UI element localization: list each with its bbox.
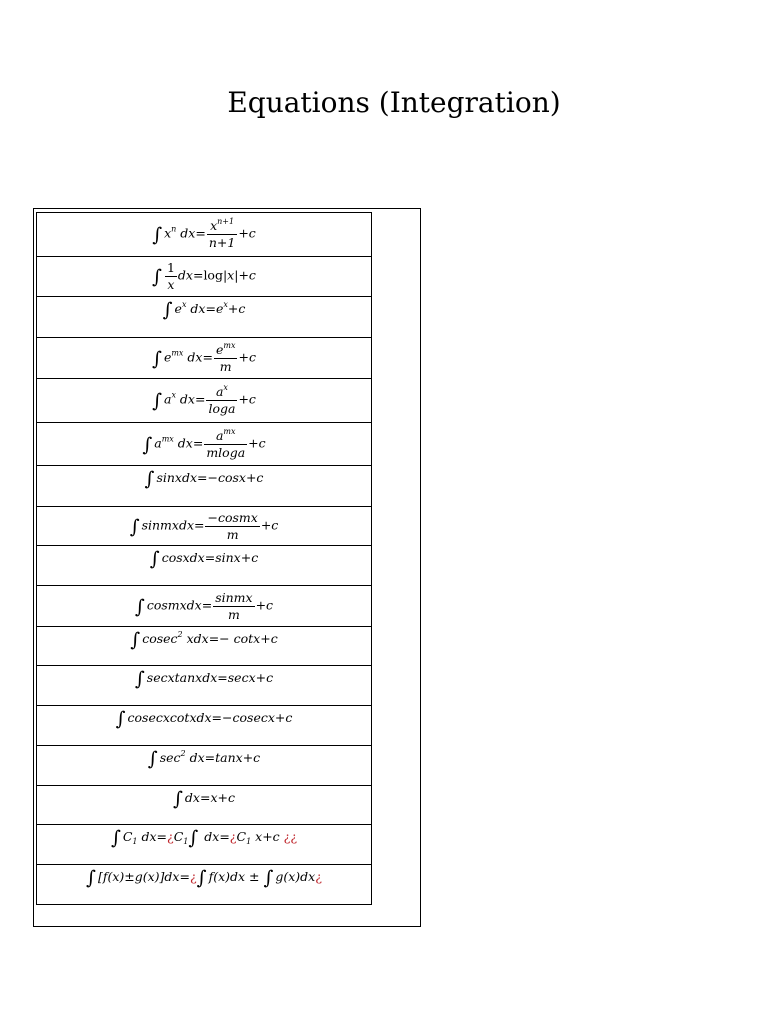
integral-sign-icon: ∫ (188, 827, 199, 849)
eq-term: dx= (183, 349, 213, 365)
equation-cell (37, 213, 372, 257)
eq-glyph-error: ¿¿ (283, 829, 298, 844)
eq-term: cosxdx=sinx+c (161, 550, 259, 565)
integral-sign-icon: ∫ (134, 595, 145, 618)
eq-term: C (122, 829, 133, 844)
eq-exponent: 2 (180, 749, 186, 758)
table-row (37, 507, 372, 546)
eq-term: +c (227, 301, 246, 316)
table-row (37, 825, 372, 865)
eq-term: dx=e (186, 301, 224, 316)
eq-term: a (163, 392, 172, 407)
eq-term: a (154, 435, 162, 451)
eq-term: cosecxcotxdx=−cosecx+c (127, 710, 293, 725)
eq-subscript: 1 (246, 837, 252, 846)
eq-term: dx=x+c (184, 790, 235, 805)
eq-term: dx= (177, 268, 204, 283)
eq-term: |x| (222, 268, 239, 283)
eq-denominator: mloga (206, 444, 246, 460)
equation-cell (37, 746, 372, 786)
equation-cell (37, 825, 372, 865)
equation-cell (37, 627, 372, 666)
eq-term: +c (238, 392, 256, 407)
table-row (37, 423, 372, 466)
eq-term: +c (238, 349, 256, 365)
eq-term: sinxdx=−cosx+c (156, 470, 264, 485)
eq-exponent: x (181, 300, 187, 309)
table-row (37, 786, 372, 825)
eq-glyph-error: ¿ (229, 829, 237, 844)
table-row (37, 466, 372, 507)
eq-term: x+c (251, 829, 284, 844)
integral-sign-icon: ∫ (86, 867, 96, 889)
eq-term: xdx=− cotx+c (182, 631, 278, 646)
eq-numerator: e (215, 341, 224, 357)
eq-denominator: x (167, 277, 175, 292)
eq-term: cosmxdx= (146, 597, 213, 613)
eq-fraction (213, 590, 254, 622)
eq-term: dx= (176, 226, 206, 241)
table-row (37, 706, 372, 746)
table-row (37, 257, 372, 297)
eq-fraction (204, 428, 247, 460)
integral-sign-icon: ∫ (142, 433, 153, 456)
equation-cell (37, 507, 372, 546)
integral-sign-icon: ∫ (152, 390, 162, 412)
eq-term: log (203, 268, 223, 283)
page-title: Equations (Integration) (227, 86, 561, 119)
eq-exponent: mx (223, 426, 236, 436)
equations-table (36, 212, 372, 905)
equation-cell (37, 786, 372, 825)
integral-sign-icon: ∫ (152, 347, 162, 370)
eq-term: cosec (142, 631, 178, 646)
integral-sign-icon: ∫ (130, 629, 141, 651)
table-row (37, 379, 372, 423)
eq-term: secxtanxdx=secx+c (146, 670, 274, 685)
eq-exponent: n+1 (217, 217, 235, 227)
integral-sign-icon: ∫ (152, 266, 162, 288)
eq-glyph-error: ¿ (167, 829, 174, 844)
integral-sign-icon: ∫ (173, 788, 183, 810)
eq-term: +c (238, 226, 256, 241)
eq-denominator: m (219, 358, 232, 374)
eq-term: g(x)dx (275, 869, 316, 884)
equation-cell (37, 586, 372, 627)
eq-numerator: a (215, 427, 224, 443)
equation-cell (37, 546, 372, 586)
eq-denominator: m (227, 606, 240, 622)
eq-subscript: 1 (132, 837, 138, 846)
integral-sign-icon: ∫ (134, 668, 145, 690)
integral-sign-icon: ∫ (129, 515, 140, 538)
eq-term: dx= (200, 829, 230, 844)
integral-sign-icon: ∫ (152, 224, 163, 246)
eq-term: e (174, 301, 182, 316)
eq-fraction (205, 510, 259, 542)
eq-denominator: m (226, 526, 239, 542)
eq-fraction (214, 342, 238, 374)
eq-numerator: a (215, 384, 224, 400)
eq-term: e (163, 349, 172, 365)
eq-denominator: loga (208, 401, 236, 416)
eq-term: sec (159, 750, 181, 765)
eq-term: f(x)dx ± (208, 869, 264, 884)
eq-term: dx= (173, 435, 204, 451)
integral-sign-icon: ∫ (144, 468, 155, 490)
eq-numerator: 1 (166, 260, 175, 276)
eq-denominator: n+1 (208, 235, 236, 250)
eq-term: +c (255, 597, 274, 613)
equation-cell (37, 338, 372, 379)
eq-term: C (173, 829, 184, 844)
eq-exponent: x (171, 391, 176, 400)
eq-term: C (236, 829, 247, 844)
eq-numerator: sinmx (215, 589, 253, 605)
eq-term: sinmxdx= (141, 517, 205, 533)
equation-cell (37, 706, 372, 746)
equation-cell (37, 257, 372, 297)
table-row (37, 666, 372, 706)
table-row (37, 627, 372, 666)
table-row (37, 338, 372, 379)
integral-sign-icon: ∫ (149, 548, 160, 570)
integral-sign-icon: ∫ (263, 867, 274, 889)
table-row (37, 297, 372, 338)
eq-term: x (164, 226, 172, 241)
equation-cell (37, 666, 372, 706)
integral-sign-icon: ∫ (115, 708, 126, 730)
eq-exponent: mx (161, 434, 174, 444)
eq-term: +c (260, 517, 279, 533)
eq-term: dx= (175, 392, 206, 407)
equation-cell (37, 379, 372, 423)
eq-fraction (207, 218, 237, 250)
equation-cell (37, 297, 372, 338)
eq-fraction (206, 384, 237, 416)
eq-subscript: 1 (183, 837, 189, 846)
eq-glyph-error: ¿ (315, 869, 322, 884)
eq-term: dx=tanx+c (185, 750, 261, 765)
eq-exponent: n (171, 225, 177, 234)
eq-term: +c (248, 435, 266, 451)
table-row (37, 865, 372, 905)
equation-cell (37, 466, 372, 507)
eq-numerator: −cosmx (207, 509, 258, 525)
eq-exponent: x (223, 383, 228, 393)
equation-cell (37, 423, 372, 466)
eq-numerator: x (210, 218, 218, 234)
eq-exponent: x (223, 300, 228, 309)
integral-sign-icon: ∫ (147, 748, 158, 770)
eq-glyph-error: ¿ (189, 869, 197, 884)
eq-exponent: 2 (177, 630, 183, 639)
eq-term: +c (238, 268, 256, 283)
table-row (37, 586, 372, 627)
integral-sign-icon: ∫ (110, 827, 121, 849)
equation-cell (37, 865, 372, 905)
eq-term: [f(x)±g(x)]dx= (97, 869, 190, 884)
eq-term: dx= (137, 829, 168, 844)
eq-exponent: mx (223, 340, 236, 350)
eq-fraction (165, 260, 177, 292)
table-row (37, 546, 372, 586)
table-row (37, 213, 372, 257)
eq-exponent: mx (171, 348, 184, 358)
table-row (37, 746, 372, 786)
integral-sign-icon: ∫ (162, 299, 173, 321)
integral-sign-icon: ∫ (196, 867, 207, 889)
